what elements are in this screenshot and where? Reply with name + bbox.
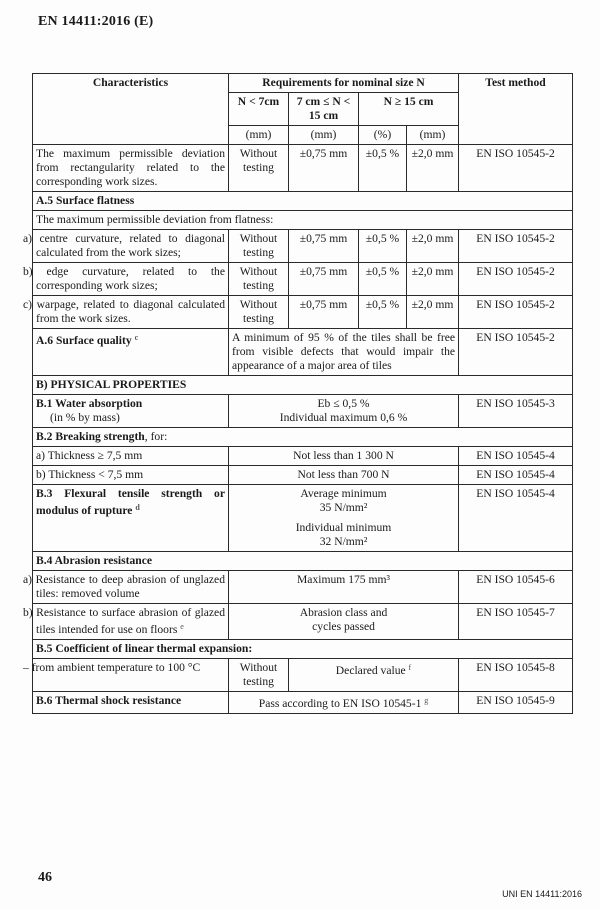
characteristic-text: a) centre curvature, related to diagonal calculated from the work sizes; [33, 230, 229, 263]
value-cell: ±2,0 mm [407, 296, 459, 329]
characteristic-text: b) edge curvature, related to the corresponding work sizes; [33, 263, 229, 296]
footnote-marker: c [134, 333, 139, 342]
footnote-marker: d [135, 503, 140, 512]
page-number: 46 [38, 870, 52, 885]
characteristic-text: c) warpage, related to diagonal calculated from the work sizes. [33, 296, 229, 329]
section-row [33, 192, 573, 211]
test-method-cell: EN ISO 10545-6 [459, 571, 573, 604]
section-title: A.5 Surface flatness [33, 192, 573, 211]
value-cell: ±0,75 mm [289, 296, 359, 329]
table-row [33, 230, 573, 263]
table-row [33, 466, 573, 485]
requirement-line: Individual minimum [295, 521, 392, 534]
characteristic-title [33, 395, 229, 428]
unit-cell: (mm) [229, 126, 289, 145]
requirement-line: Average minimum [300, 487, 387, 500]
test-method-header: Test method [459, 74, 573, 145]
section-title: B.4 Abrasion resistance [33, 552, 573, 571]
value-cell: ±0,5 % [359, 230, 407, 263]
test-method-cell: EN ISO 10545-2 [459, 296, 573, 329]
test-method-cell: EN ISO 10545-2 [459, 230, 573, 263]
characteristic-title [33, 329, 229, 376]
table-row [33, 329, 573, 376]
unit-cell: (mm) [289, 126, 359, 145]
size-mid-header: 7 cm ≤ N < 15 cm [289, 93, 359, 126]
footnote-marker: e [180, 622, 184, 631]
requirement-line: 32 N/mm² [319, 535, 368, 548]
value-cell: ±0,75 mm [289, 230, 359, 263]
requirements-table [23, 73, 573, 714]
value-cell: ±2,0 mm [407, 263, 459, 296]
requirement-cell: Not less than 700 N [229, 466, 459, 485]
characteristic-text: a) Resistance to deep abrasion of unglazed tiles: removed volume [33, 571, 229, 604]
value-cell: ±0,5 % [359, 296, 407, 329]
requirement-cell: A minimum of 95 % of the tiles shall be free from visible defects that would impair the appearance of a major area of tiles [229, 329, 459, 376]
b3-title: B.3 Flexural tensile strength or modulus of rupture [36, 487, 225, 517]
footnote-marker: g [424, 696, 429, 705]
table-row [33, 447, 573, 466]
test-method-cell: EN ISO 10545-4 [459, 485, 573, 552]
table-row [33, 485, 573, 552]
characteristic-text: – from ambient temperature to 100 °C [33, 659, 229, 692]
test-method-cell: EN ISO 10545-2 [459, 263, 573, 296]
test-method-cell: EN ISO 10545-4 [459, 447, 573, 466]
table-row [33, 211, 573, 230]
characteristic-text: a) Thickness ≥ 7,5 mm [33, 447, 229, 466]
requirement-cell: Maximum 175 mm³ [229, 571, 459, 604]
table-row [33, 263, 573, 296]
requirement-cell [229, 604, 459, 640]
table-header-row [33, 74, 573, 93]
b5-requirement: Declared value [335, 664, 406, 677]
size-ge15-header: N ≥ 15 cm [359, 93, 459, 126]
test-method-cell: EN ISO 10545-9 [459, 692, 573, 714]
characteristic-text [23, 604, 229, 640]
characteristic-title [33, 485, 229, 552]
value-cell: Without testing [229, 659, 289, 692]
test-method-cell: EN ISO 10545-7 [459, 604, 573, 640]
table-row [33, 692, 573, 714]
table-row [33, 145, 573, 192]
a6-title: A.6 Surface quality [36, 334, 132, 347]
value-cell: ±0,75 mm [289, 263, 359, 296]
b2-title-suffix: , for: [144, 430, 168, 443]
requirements-header: Requirements for nominal size N [229, 74, 459, 93]
requirement-line: Abrasion class and [299, 606, 388, 619]
test-method-cell: EN ISO 10545-3 [459, 395, 573, 428]
test-method-cell: EN ISO 10545-2 [459, 145, 573, 192]
characteristics-header: Characteristics [33, 74, 229, 145]
b2-title: B.2 Breaking strength [36, 430, 145, 443]
value-cell: Without testing [229, 263, 289, 296]
section-intro: The maximum permissible deviation from flatness: [33, 211, 573, 230]
characteristic-title: B.6 Thermal shock resistance [33, 692, 229, 714]
value-cell: ±2,0 mm [407, 230, 459, 263]
section-title [33, 428, 573, 447]
section-row [33, 376, 573, 395]
requirement-line: Eb ≤ 0,5 % [317, 397, 370, 410]
size-lt7-header: N < 7cm [229, 93, 289, 126]
requirement-cell [229, 395, 459, 428]
value-cell: Without testing [229, 296, 289, 329]
characteristic-text: b) Thickness < 7,5 mm [33, 466, 229, 485]
requirement-cell [229, 485, 459, 552]
section-row [33, 428, 573, 447]
test-method-cell: EN ISO 10545-8 [459, 659, 573, 692]
section-title: B.5 Coefficient of linear thermal expansion: [33, 640, 573, 659]
value-cell: Without testing [229, 230, 289, 263]
document-header: EN 14411:2016 (E) [38, 14, 154, 29]
section-title: B) PHYSICAL PROPERTIES [33, 376, 573, 395]
unit-cell: (%) [359, 126, 407, 145]
requirement-cell [289, 659, 459, 692]
b1-title: B.1 Water absorption [36, 397, 143, 410]
test-method-cell: EN ISO 10545-2 [459, 329, 573, 376]
requirement-cell [229, 692, 459, 714]
section-row [33, 640, 573, 659]
value-cell: Without testing [229, 145, 289, 192]
b1-subtitle: (in % by mass) [50, 411, 120, 424]
value-cell: ±0,5 % [359, 145, 407, 192]
b6-requirement: Pass according to EN ISO 10545-1 [258, 697, 422, 710]
table-row [33, 296, 573, 329]
table-row [33, 395, 573, 428]
requirement-line: Individual maximum 0,6 % [279, 411, 408, 424]
characteristic-text: The maximum permissible deviation from rectangularity related to the corresponding work sizes. [33, 145, 229, 192]
requirement-cell: Not less than 1 300 N [229, 447, 459, 466]
requirement-line: 35 N/mm² [319, 501, 368, 514]
value-cell: ±2,0 mm [407, 145, 459, 192]
unit-cell: (mm) [407, 126, 459, 145]
table-row [33, 604, 573, 640]
section-row [33, 552, 573, 571]
table-row [33, 571, 573, 604]
test-method-cell: EN ISO 10545-4 [459, 466, 573, 485]
value-cell: ±0,75 mm [289, 145, 359, 192]
table-row [33, 659, 573, 692]
footnote-marker: f [408, 663, 412, 672]
value-cell: ±0,5 % [359, 263, 407, 296]
footer-standard-tag: UNI EN 14411:2016 [502, 889, 582, 899]
requirement-line: cycles passed [312, 620, 375, 633]
b4-row-b-text: b) Resistance to surface abrasion of glazed tiles intended for use on floors [23, 606, 225, 636]
